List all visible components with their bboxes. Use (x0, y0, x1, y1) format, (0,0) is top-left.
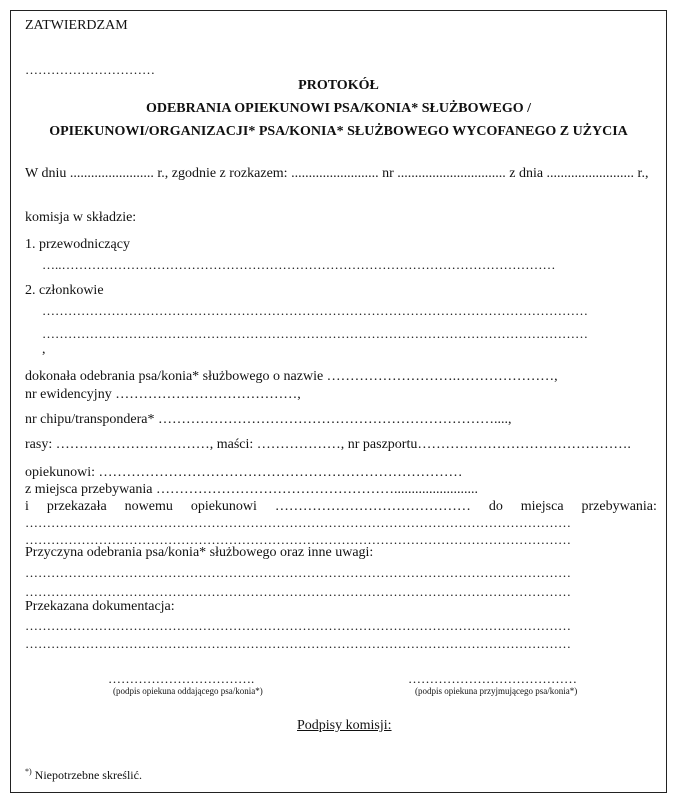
approve-label: ZATWIERDZAM (25, 18, 128, 33)
reason-dots-2: ……………………………………………………………………………………………………………… (25, 585, 571, 599)
handover-word: do (488, 499, 503, 514)
documents-label: Przekazana dokumentacja: (25, 599, 175, 614)
right-signature-caption: (podpis opiekuna przyjmującego psa/konia*) (415, 686, 578, 696)
intro-line: W dniu ........................ r., zgodnie z rozkazem: ......................... nr ............................... z dnia ......................... r., (25, 166, 649, 181)
right-signature-dots: ………………………………… (408, 672, 577, 686)
footnote (25, 764, 142, 783)
members-dots-2: ……………………………………………………………………………………………………………… (42, 327, 588, 341)
handover-word: …………………………………… (274, 499, 471, 514)
reason-label: Przyczyna odebrania psa/konia* służbowego oraz inne uwagi: (25, 545, 374, 560)
handover-word: nowemu (124, 499, 173, 514)
handover-word: opiekunowi (190, 499, 257, 514)
handover-dots-1: ……………………………………………………………………………………………………………… (25, 516, 571, 530)
members-dots-3: , (42, 342, 46, 357)
handover-word: przebywania: (581, 499, 657, 514)
handover-word: i (25, 499, 29, 514)
document-subtitle-line-1: ODEBRANIA OPIEKUNOWI PSA/KONIA* SŁUŻBOWEGO / (145, 101, 532, 116)
animal-registration-line: nr ewidencyjny …………………………………, (25, 387, 301, 402)
footnote-mark: *) (25, 767, 32, 776)
documents-dots-2: ……………………………………………………………………………………………………………… (25, 637, 571, 651)
place-of-stay-line: z miejsca przebywania ……………………………………………........................ (25, 482, 478, 497)
animal-breed-line: rasy: ……………………………, maści: ………………, nr paszportu………………………………………. (25, 437, 631, 452)
previous-caretaker-line: opiekunowi: …………………………………………………………………… (25, 465, 463, 480)
handover-dots-2: ……………………………………………………………………………………………………………… (25, 533, 571, 547)
handover-word: przekazała (46, 499, 107, 514)
documents-dots-1: ……………………………………………………………………………………………………………… (25, 619, 571, 633)
document-title: PROTOKÓŁ (298, 78, 379, 93)
members-dots-1: ……………………………………………………………………………………………………………… (42, 304, 588, 318)
chair-dots: …..…………………………………………………………………………………………………… (42, 258, 556, 272)
animal-chip-line: nr chipu/transpondera* ………………………………………………………………...., (25, 412, 512, 427)
handover-word: miejsca (520, 499, 564, 514)
left-signature-dots: ……………………………. (108, 672, 255, 686)
chair-label: 1. przewodniczący (25, 237, 130, 252)
handover-line (25, 499, 657, 515)
animal-name-line: dokonała odebrania psa/konia* służbowego o nazwie ……………………….…………………, (25, 369, 558, 384)
members-label: 2. członkowie (25, 283, 104, 298)
committee-label: komisja w składzie: (25, 210, 137, 225)
document-subtitle-line-2: OPIEKUNOWI/ORGANIZACJI* PSA/KONIA* SŁUŻBOWEGO WYCOFANEGO Z UŻYCIA (49, 124, 628, 139)
reason-dots-1: ……………………………………………………………………………………………………………… (25, 566, 571, 580)
left-signature-caption: (podpis opiekuna oddającego psa/konia*) (113, 686, 263, 696)
committee-signatures-title: Podpisy komisji: (297, 718, 392, 733)
approve-signature-dots: ………………………… (25, 63, 155, 77)
footnote-text: Niepotrzebne skreślić. (31, 768, 142, 782)
